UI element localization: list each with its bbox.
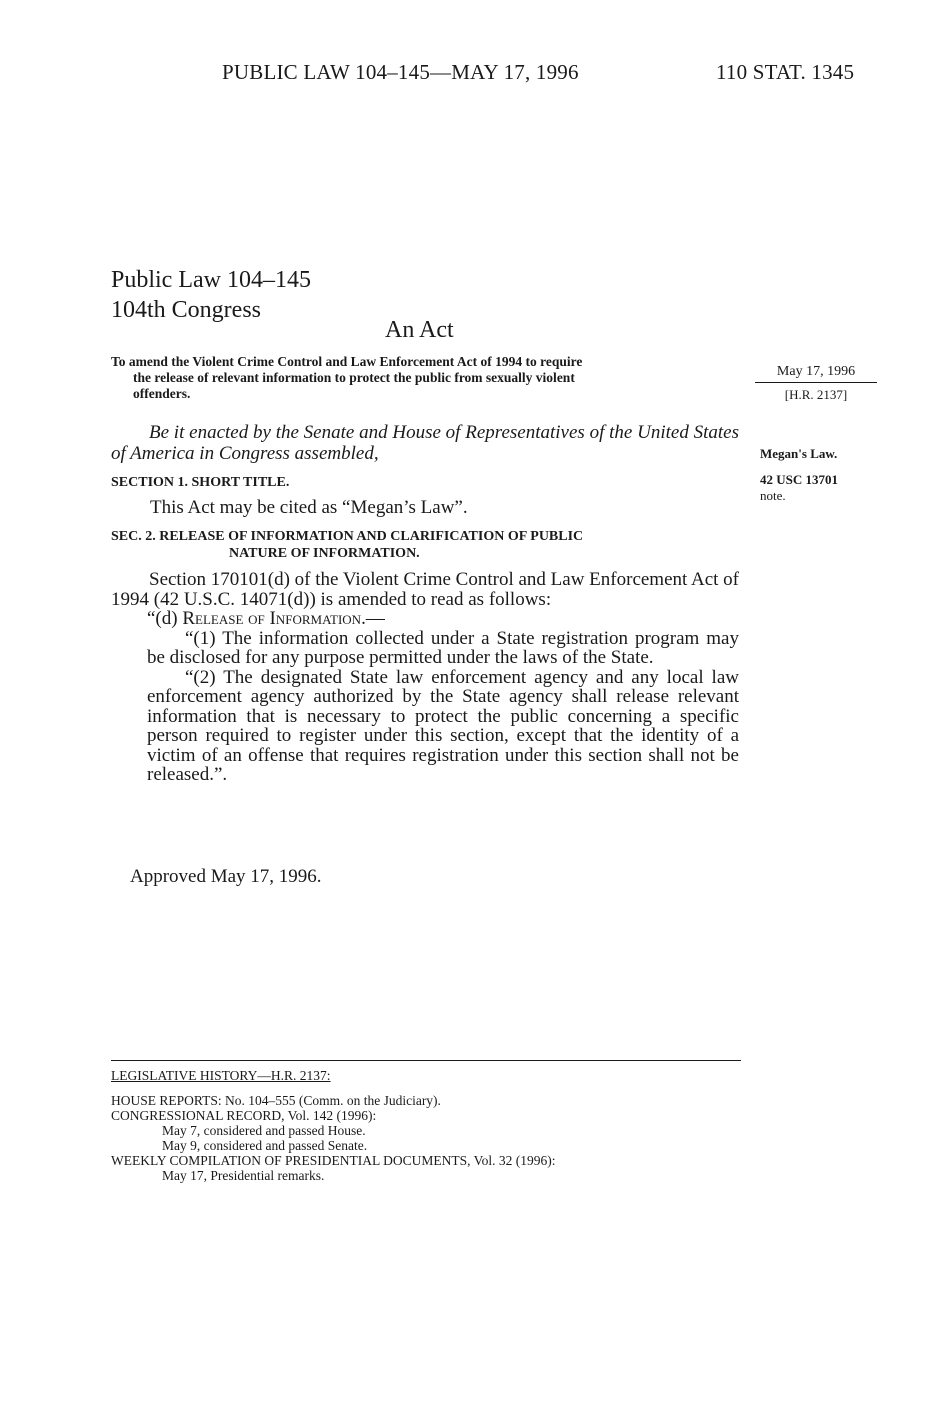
paragraph-2: “(2) The designated State law enforcement agency and any local law enforcement agency authorized by the State agency shall release relevant information that is necessary to protect the public concerning a specific person required to register under this section, except that the identity of a victim of an offense that requires registration under this section shall not be released.”. bbox=[147, 666, 739, 785]
section-1-heading: SECTION 1. SHORT TITLE. bbox=[111, 475, 290, 490]
section-2-heading-line: SEC. 2. RELEASE OF INFORMATION AND CLARIFICATION OF PUBLIC bbox=[111, 529, 584, 544]
purpose-clause bbox=[111, 354, 741, 402]
law-title bbox=[111, 265, 311, 325]
running-header: PUBLIC LAW 104–145—MAY 17, 1996 bbox=[222, 60, 579, 84]
record-entry: May 9, considered and passed Senate. bbox=[162, 1138, 368, 1153]
law-number: Public Law 104–145 bbox=[111, 267, 311, 293]
section-2-intro: Section 170101(d) of the Violent Crime Control and Law Enforcement Act of 1994 (42 U.S.C. 14071(d)) is amended to read as follows: bbox=[111, 569, 740, 610]
margin-date-block bbox=[755, 364, 877, 403]
footnote-divider bbox=[111, 1060, 741, 1061]
paragraph-1: “(1) The information collected under a State registration program may be disclosed for any purpose permitted under the laws of the State. bbox=[147, 627, 739, 668]
section-1-text: This Act may be cited as “Megan’s Law”. bbox=[150, 497, 468, 518]
enacting-clause: Be it enacted by the Senate and House of Representatives of the United States of America in Congress assembled, bbox=[111, 422, 739, 464]
usc-citation: 42 USC 13701 bbox=[760, 472, 839, 487]
act-heading: An Act bbox=[385, 317, 454, 343]
legislative-history bbox=[111, 1068, 751, 1183]
weekly-entry: May 17, Presidential remarks. bbox=[162, 1168, 325, 1183]
congressional-record: CONGRESSIONAL RECORD, Vol. 142 (1996): bbox=[111, 1108, 377, 1123]
page-number: 110 STAT. 1345 bbox=[716, 60, 855, 84]
margin-usc-note bbox=[760, 472, 838, 504]
section-2-body bbox=[111, 570, 739, 785]
margin-short-title: Megan's Law. bbox=[760, 446, 838, 461]
purpose-line: the release of relevant information to protect the public from sexually violent bbox=[133, 370, 575, 385]
approval-date: Approved May 17, 1996. bbox=[130, 866, 322, 887]
enactment-date: May 17, 1996 bbox=[755, 364, 877, 383]
weekly-compilation: WEEKLY COMPILATION OF PRESIDENTIAL DOCUMENTS, Vol. 32 (1996): bbox=[111, 1153, 556, 1168]
usc-note: note. bbox=[760, 488, 786, 503]
congress-number: 104th Congress bbox=[111, 297, 261, 323]
house-reports: HOUSE REPORTS: No. 104–555 (Comm. on the Judiciary). bbox=[111, 1093, 441, 1108]
purpose-line: offenders. bbox=[133, 386, 191, 401]
subsection-d-title: Release of Information bbox=[182, 608, 362, 629]
subsection-d-heading bbox=[111, 609, 739, 629]
subsection-d-open: “(d) bbox=[147, 608, 183, 629]
subsection-d-close: .— bbox=[361, 608, 385, 629]
legislative-history-heading: LEGISLATIVE HISTORY—H.R. 2137: bbox=[111, 1068, 331, 1083]
section-2-heading bbox=[111, 528, 741, 562]
record-entry: May 7, considered and passed House. bbox=[162, 1123, 366, 1138]
purpose-line: To amend the Violent Crime Control and Law Enforcement Act of 1994 to require bbox=[111, 354, 583, 369]
bill-number: [H.R. 2137] bbox=[784, 387, 848, 402]
section-2-heading-line: NATURE OF INFORMATION. bbox=[229, 546, 420, 561]
